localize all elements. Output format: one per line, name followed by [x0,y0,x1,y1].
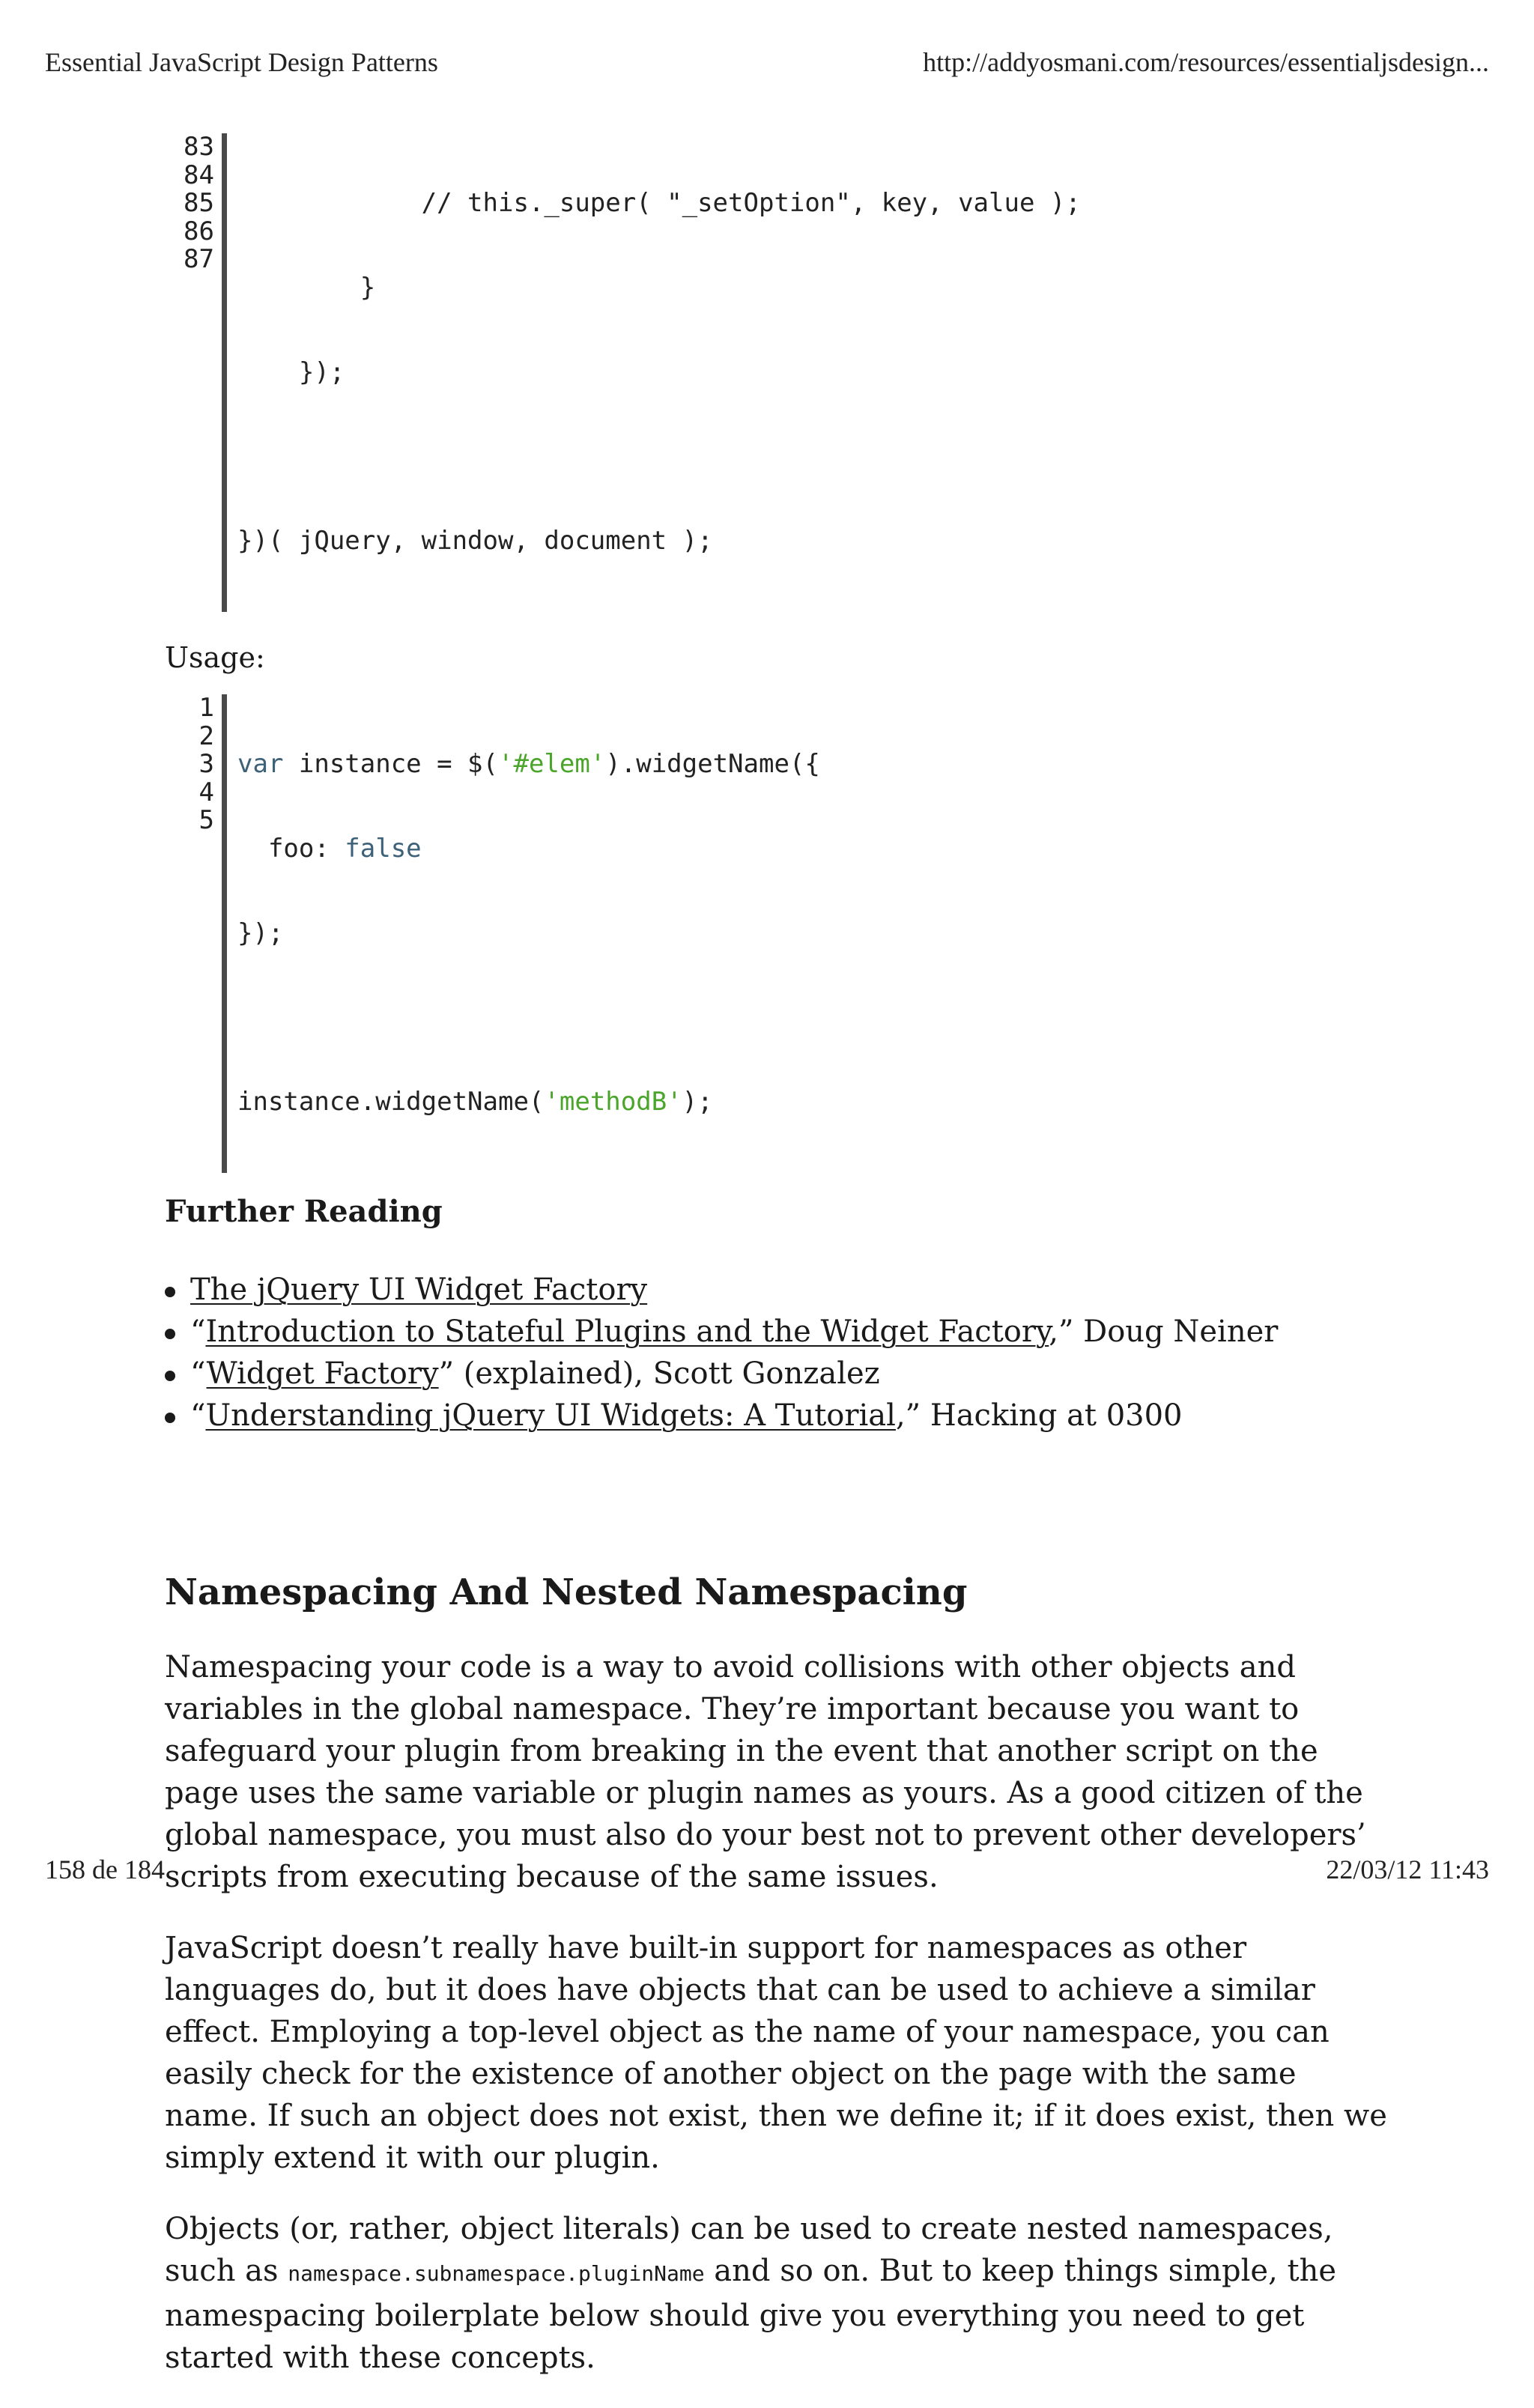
code-line [237,443,1081,472]
page-counter: 158 de 184 [45,1854,165,1884]
paragraph: Namespacing your code is a way to avoid collisions with other objects and variables in the global namespace. They’re important because you want to safeguard your plugin from breaking in the event that another script on the page uses the same variable or plugin names as yours. As a good citizen of the global namespace, you must also do your best not to prevent other developers’ scripts from executing because of the same issues. [165,1650,1366,1895]
section-heading: Namespacing And Nested Namespacing [165,1571,968,1614]
code-string: 'methodB' [544,1087,682,1117]
code-line [237,835,820,864]
list-item [165,1353,1393,1395]
link-jquery-ui-widget-factory[interactable]: The jQuery UI Widget Factory [190,1273,648,1308]
code-text: instance = $( [283,749,498,780]
paragraph-text: Objects (or, rather, object literals) can be used to create nested namespaces, such as [165,2212,1333,2289]
code-string: '#elem' [498,749,606,780]
code-keyword: false [345,834,422,864]
code-block-usage [178,694,1393,1173]
code-text: ); [682,1087,713,1117]
item-suffix: ,” Doug Neiner [1049,1314,1279,1350]
print-footer [45,1854,1489,1885]
line-number: 3 [198,749,214,780]
item-suffix: ” (explained), Scott Gonzalez [438,1356,880,1392]
line-number: 5 [198,805,214,836]
line-number: 4 [198,777,214,807]
list-item [165,1395,1393,1437]
link-understanding-widgets[interactable]: Understanding jQuery UI Widgets: A Tutorial [205,1398,896,1434]
inline-code: namespace.subnamespace.pluginName [288,2261,705,2287]
code-block-plugin-end [178,133,1393,612]
code-line [237,750,820,779]
code-line: // this._super( "_setOption", key, value ); [237,188,1081,219]
print-datetime: 22/03/12 11:43 [1326,1854,1489,1884]
code-line: })( jQuery, window, document ); [237,526,713,556]
usage-label: Usage: [165,641,265,675]
code-lines [227,694,820,1173]
code-keyword: var [237,749,284,780]
code-text: ).widgetName({ [605,749,820,780]
paragraph-text: and so on. But to keep things simple, the namespacing boilerplate below should give you everything you need to get started with these concepts. [165,2254,1337,2376]
further-reading-list [165,1269,1393,1437]
further-reading-heading: Further Reading [165,1194,443,1230]
code-line: } [237,272,376,303]
list-item [165,1269,1393,1311]
code-text: foo: [237,834,345,864]
code-lines [227,133,1081,612]
item-prefix: “ [190,1314,206,1350]
line-number: 86 [184,216,214,246]
code-line-numbers [178,133,227,612]
link-stateful-plugins[interactable]: Introduction to Stateful Plugins and the Widget Factory [205,1314,1049,1350]
code-line: }); [237,918,284,948]
list-item [165,1311,1393,1353]
line-number: 1 [198,693,214,724]
code-line: }); [237,357,345,387]
item-suffix: ,” Hacking at 0300 [895,1398,1183,1434]
paragraph [165,2208,1393,2379]
line-number: 84 [184,160,214,190]
line-number: 87 [184,244,214,275]
page-url: http://addyosmani.com/resources/essentialjsdesign... [923,47,1489,77]
code-line-numbers [178,694,227,1173]
link-widget-factory[interactable]: Widget Factory [206,1356,439,1392]
item-prefix: “ [190,1398,206,1434]
code-line [237,1004,820,1033]
line-number: 2 [198,721,214,751]
code-text: instance.widgetName( [237,1087,545,1117]
paragraph: JavaScript doesn’t really have built-in support for namespaces as other languages do, but it does have objects that can be used to achieve a similar effect. Employing a top-level object as the name of your namespace, you can easily check for the existence of another object on the page with the same name. If such an object does not exist, then we define it; if it does exist, then we simply extend it with our plugin. [165,1931,1387,2176]
item-prefix: “ [190,1356,207,1392]
line-number: 85 [184,188,214,219]
code-line [237,1088,820,1117]
line-number: 83 [184,132,214,162]
document-title: Essential JavaScript Design Patterns [45,47,438,77]
page-content [165,133,1393,2408]
print-header [45,46,1489,78]
